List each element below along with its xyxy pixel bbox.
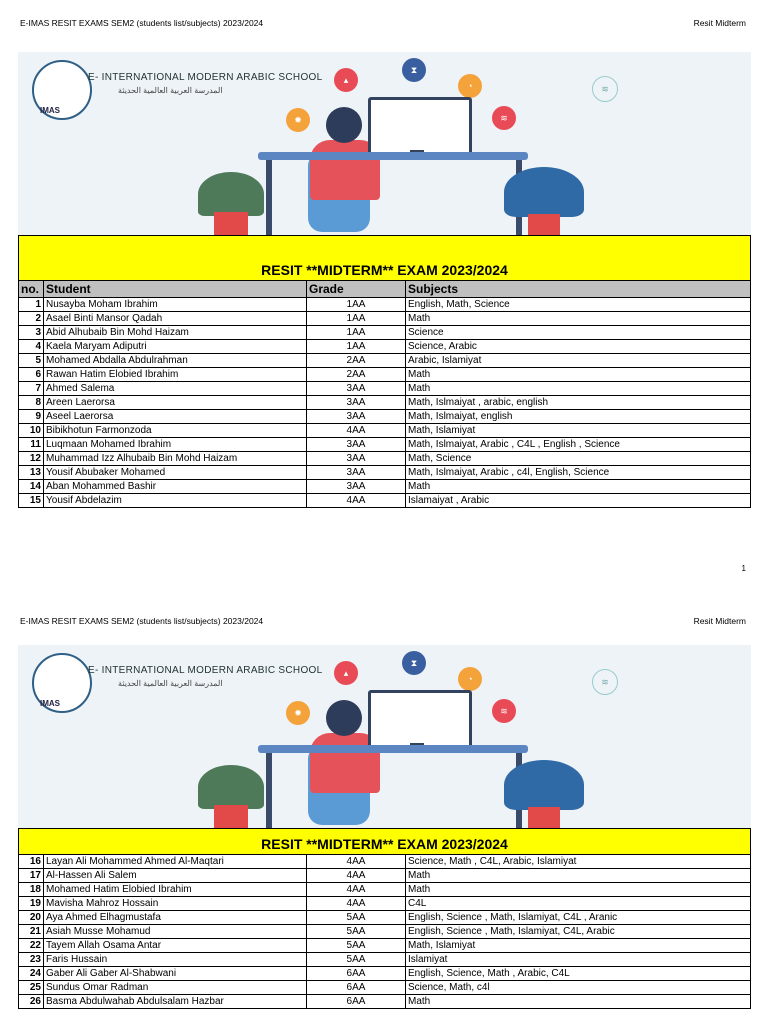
student-subjects: Math, Islmaiyat, Arabic , C4L , English , Science [406, 438, 751, 452]
student-name: Rawan Hatim Elobied Ibrahim [44, 368, 307, 382]
student-grade: 3AA [307, 438, 406, 452]
plant-right-illustration [504, 167, 584, 217]
row-number: 6 [19, 368, 44, 382]
page-header [0, 612, 768, 628]
person-head-illustration [326, 107, 362, 143]
document-tag: Resit Midterm [693, 18, 746, 28]
column-header-subjects: Subjects [406, 281, 751, 298]
wifi-icon: ≋ [492, 106, 516, 130]
table-row [19, 340, 751, 354]
document-title: E-IMAS RESIT EXAMS SEM2 (students list/subjects) 2023/2024 [20, 18, 264, 28]
student-name: Luqmaan Mohamed Ibrahim [44, 438, 307, 452]
row-number: 10 [19, 424, 44, 438]
student-grade: 5AA [307, 953, 406, 967]
table-row [19, 995, 751, 1009]
chart-bubble-icon: ▴ [334, 68, 358, 92]
row-number: 5 [19, 354, 44, 368]
table-row [19, 981, 751, 995]
student-subjects: Math [406, 368, 751, 382]
student-subjects: Science, Math, c4l [406, 981, 751, 995]
logo-text: IMAS [40, 699, 60, 708]
exam-title-bar [18, 828, 751, 855]
column-header-no: no. [19, 281, 44, 298]
hourglass-icon: ⧗ [402, 58, 426, 82]
student-name: Gaber Ali Gaber Al-Shabwani [44, 967, 307, 981]
school-name-english: E- INTERNATIONAL MODERN ARABIC SCHOOL [88, 665, 323, 676]
student-subjects: Islamaiyat , Arabic [406, 494, 751, 508]
row-number: 21 [19, 925, 44, 939]
student-subjects: Science, Arabic [406, 340, 751, 354]
student-name: Asiah Musse Mohamud [44, 925, 307, 939]
student-name: Faris Hussain [44, 953, 307, 967]
row-number: 8 [19, 396, 44, 410]
student-grade: 1AA [307, 326, 406, 340]
student-subjects: Math [406, 995, 751, 1009]
exam-title: RESIT **MIDTERM** EXAM 2023/2024 [261, 836, 508, 852]
table-row [19, 883, 751, 897]
student-table [18, 280, 751, 508]
student-subjects: Science [406, 326, 751, 340]
chart-bubble-icon: ▴ [334, 661, 358, 685]
desk-leg-illustration [266, 753, 272, 828]
table-row [19, 396, 751, 410]
table-row [19, 382, 751, 396]
row-number: 12 [19, 452, 44, 466]
table-row [19, 466, 751, 480]
school-name-arabic: المدرسة العربية العالمية الحديثة [118, 86, 223, 95]
student-grade: 4AA [307, 897, 406, 911]
student-subjects: English, Science , Math, Islamiyat, C4L , Aranic [406, 911, 751, 925]
student-subjects: Math, Islmaiyat, english [406, 410, 751, 424]
student-subjects: Math, Islamiyat [406, 939, 751, 953]
student-grade: 4AA [307, 883, 406, 897]
column-header-grade: Grade [307, 281, 406, 298]
plant-left-illustration [198, 172, 264, 216]
row-number: 9 [19, 410, 44, 424]
student-name: Layan Ali Mohammed Ahmed Al-Maqtari [44, 855, 307, 869]
exam-title-bar [18, 235, 751, 281]
plant-left-illustration [198, 765, 264, 809]
student-subjects: Math [406, 312, 751, 326]
student-grade: 4AA [307, 869, 406, 883]
table-row [19, 452, 751, 466]
student-grade: 3AA [307, 410, 406, 424]
table-header-row [19, 281, 751, 298]
wifi-icon: ≋ [492, 699, 516, 723]
row-number: 15 [19, 494, 44, 508]
student-subjects: Math, Islamiyat [406, 424, 751, 438]
table-row [19, 897, 751, 911]
table-row [19, 494, 751, 508]
pot-right-illustration [528, 807, 560, 828]
logo-text: IMAS [40, 106, 60, 115]
student-subjects: Science, Math , C4L, Arabic, Islamiyat [406, 855, 751, 869]
student-subjects: Math [406, 869, 751, 883]
student-subjects: English, Science, Math , Arabic, C4L [406, 967, 751, 981]
student-subjects: English, Math, Science [406, 298, 751, 312]
table-row [19, 424, 751, 438]
monitor-illustration [368, 97, 472, 158]
pie-chart-icon: ◔ [458, 667, 482, 691]
student-grade: 3AA [307, 382, 406, 396]
student-subjects: Math [406, 480, 751, 494]
pot-left-illustration [214, 212, 248, 235]
student-grade: 5AA [307, 939, 406, 953]
row-number: 13 [19, 466, 44, 480]
row-number: 24 [19, 967, 44, 981]
person-head-illustration [326, 700, 362, 736]
document-tag: Resit Midterm [693, 616, 746, 626]
student-subjects: Math, Islmaiyat, Arabic , c4l, English, Science [406, 466, 751, 480]
table-row [19, 368, 751, 382]
document-title: E-IMAS RESIT EXAMS SEM2 (students list/subjects) 2023/2024 [20, 616, 264, 626]
student-grade: 6AA [307, 981, 406, 995]
student-grade: 3AA [307, 466, 406, 480]
school-banner [18, 52, 751, 235]
row-number: 11 [19, 438, 44, 452]
row-number: 2 [19, 312, 44, 326]
row-number: 23 [19, 953, 44, 967]
student-name: Nusayba Moham Ibrahim [44, 298, 307, 312]
student-grade: 3AA [307, 480, 406, 494]
student-name: Ahmed Salema [44, 382, 307, 396]
student-name: Kaela Maryam Adiputri [44, 340, 307, 354]
student-name: Mohamed Abdalla Abdulrahman [44, 354, 307, 368]
table-row [19, 298, 751, 312]
signal-icon: ≋ [592, 669, 618, 695]
table-row [19, 967, 751, 981]
pot-right-illustration [528, 214, 560, 235]
student-grade: 4AA [307, 494, 406, 508]
desk-leg-illustration [266, 160, 272, 235]
student-name: Aban Mohammed Bashir [44, 480, 307, 494]
student-name: Muhammad Izz Alhubaib Bin Mohd Haizam [44, 452, 307, 466]
student-name: Aya Ahmed Elhagmustafa [44, 911, 307, 925]
student-name: Abid Alhubaib Bin Mohd Haizam [44, 326, 307, 340]
row-number: 20 [19, 911, 44, 925]
row-number: 3 [19, 326, 44, 340]
monitor-illustration [368, 690, 472, 751]
row-number: 19 [19, 897, 44, 911]
student-grade: 4AA [307, 424, 406, 438]
school-name-english: E- INTERNATIONAL MODERN ARABIC SCHOOL [88, 72, 323, 83]
school-name-arabic: المدرسة العربية العالمية الحديثة [118, 679, 223, 688]
row-number: 7 [19, 382, 44, 396]
pot-left-illustration [214, 805, 248, 828]
table-row [19, 925, 751, 939]
column-header-student: Student [44, 281, 307, 298]
student-subjects: Math, Islmaiyat , arabic, english [406, 396, 751, 410]
student-name: Mohamed Hatim Elobied Ibrahim [44, 883, 307, 897]
row-number: 4 [19, 340, 44, 354]
table-row [19, 911, 751, 925]
student-grade: 5AA [307, 925, 406, 939]
table-row [19, 855, 751, 869]
table-row [19, 869, 751, 883]
gear-icon: ✹ [286, 701, 310, 725]
table-row [19, 480, 751, 494]
student-grade: 2AA [307, 368, 406, 382]
student-name: Areen Laerorsa [44, 396, 307, 410]
student-name: Basma Abdulwahab Abdulsalam Hazbar [44, 995, 307, 1009]
row-number: 26 [19, 995, 44, 1009]
pie-chart-icon: ◔ [458, 74, 482, 98]
student-name: Bibikhotun Farmonzoda [44, 424, 307, 438]
row-number: 17 [19, 869, 44, 883]
row-number: 14 [19, 480, 44, 494]
student-grade: 5AA [307, 911, 406, 925]
table-row [19, 410, 751, 424]
desk-illustration [258, 745, 528, 753]
student-subjects: Math [406, 883, 751, 897]
student-subjects: Arabic, Islamiyat [406, 354, 751, 368]
student-grade: 1AA [307, 312, 406, 326]
student-subjects: Math, Science [406, 452, 751, 466]
student-grade: 2AA [307, 354, 406, 368]
student-name: Asael Binti Mansor Qadah [44, 312, 307, 326]
signal-icon: ≋ [592, 76, 618, 102]
student-name: Mavisha Mahroz Hossain [44, 897, 307, 911]
school-banner [18, 645, 751, 828]
page-number: 1 [741, 564, 746, 573]
student-grade: 3AA [307, 452, 406, 466]
plant-right-illustration [504, 760, 584, 810]
hourglass-icon: ⧗ [402, 651, 426, 675]
student-name: Yousif Abubaker Mohamed [44, 466, 307, 480]
student-subjects: Math [406, 382, 751, 396]
student-name: Sundus Omar Radman [44, 981, 307, 995]
row-number: 1 [19, 298, 44, 312]
student-table [18, 854, 751, 1009]
student-grade: 6AA [307, 967, 406, 981]
student-grade: 6AA [307, 995, 406, 1009]
table-row [19, 953, 751, 967]
table-row [19, 438, 751, 452]
student-subjects: Islamiyat [406, 953, 751, 967]
exam-title: RESIT **MIDTERM** EXAM 2023/2024 [261, 262, 508, 278]
gear-icon: ✹ [286, 108, 310, 132]
table-row [19, 326, 751, 340]
student-name: Aseel Laerorsa [44, 410, 307, 424]
student-grade: 4AA [307, 855, 406, 869]
student-subjects: C4L [406, 897, 751, 911]
row-number: 16 [19, 855, 44, 869]
student-grade: 1AA [307, 340, 406, 354]
student-subjects: English, Science , Math, Islamiyat, C4L, Arabic [406, 925, 751, 939]
student-name: Al-Hassen Ali Salem [44, 869, 307, 883]
row-number: 22 [19, 939, 44, 953]
row-number: 18 [19, 883, 44, 897]
student-name: Yousif Abdelazim [44, 494, 307, 508]
student-name: Tayem Allah Osama Antar [44, 939, 307, 953]
table-row [19, 939, 751, 953]
student-grade: 3AA [307, 396, 406, 410]
table-row [19, 354, 751, 368]
page-header [0, 14, 768, 30]
row-number: 25 [19, 981, 44, 995]
student-grade: 1AA [307, 298, 406, 312]
table-row [19, 312, 751, 326]
desk-illustration [258, 152, 528, 160]
